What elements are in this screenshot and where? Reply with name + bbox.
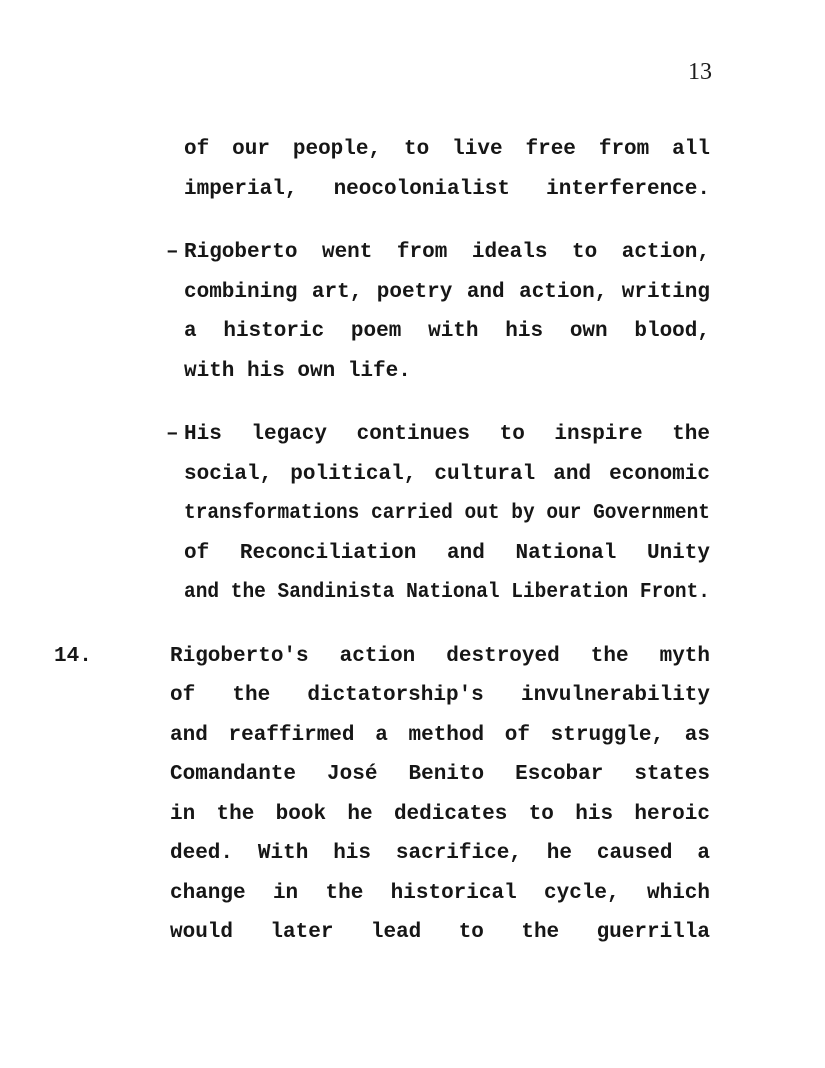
text-line-content: with his own life. [184,359,411,383]
text-line [184,455,710,495]
text-line [184,170,710,210]
text-line [170,795,710,835]
text-line [184,534,710,574]
paragraph-continuation [184,130,710,209]
item-number: 14. [54,644,92,668]
text-line [170,755,710,795]
text-line [184,233,710,273]
text-line-content: social, political, cultural and economic [184,462,710,486]
page-number: 13 [688,59,712,85]
text-line-content: Comandante José Benito Escobar states [170,763,710,786]
text-line [170,716,710,756]
text-line-content: combining art, poetry and action, writing [184,280,710,304]
text-line [170,676,710,716]
text-line-content: deed. With his sacrifice, he caused a [170,842,710,865]
numbered-item-14 [54,637,710,953]
text-line [184,415,710,455]
text-line [170,913,710,953]
text-line [184,312,710,352]
text-line [170,834,710,874]
text-line [184,494,710,534]
text-line-content: of the dictatorship's invulnerability [170,684,710,707]
text-line [184,273,710,313]
text-line-content: Rigoberto went from ideals to action, [184,241,710,264]
text-line [170,637,710,677]
text-line-content: in the book he dedicates to his heroic [170,802,710,826]
dash-item-2 [166,415,710,613]
dash-marker: – [166,241,179,264]
document-body [54,130,710,953]
text-line-content: His legacy continues to inspire the [184,423,710,446]
text-line-content: would later lead to the guerrilla [170,921,710,944]
text-line-content: imperial, neocolonialist interference. [184,177,710,201]
text-line-content: and the Sandinista National Liberation Front. [184,581,710,604]
dash-marker: – [166,423,179,446]
text-line-content: a historic poem with his own blood, [184,320,710,343]
text-line-content: change in the historical cycle, which [170,881,710,905]
text-line-content: transformations carried out by our Government [184,502,710,525]
text-line-content: of Reconciliation and National Unity [184,541,710,565]
text-line-content: of our people, to live free from all [184,138,710,161]
text-line [184,352,710,392]
text-line [184,573,710,613]
text-line [170,874,710,914]
text-line [184,130,710,170]
dash-item-1 [166,233,710,391]
text-line-content: and reaffirmed a method of struggle, as [170,723,710,747]
text-line-content: Rigoberto's action destroyed the myth [170,644,710,668]
